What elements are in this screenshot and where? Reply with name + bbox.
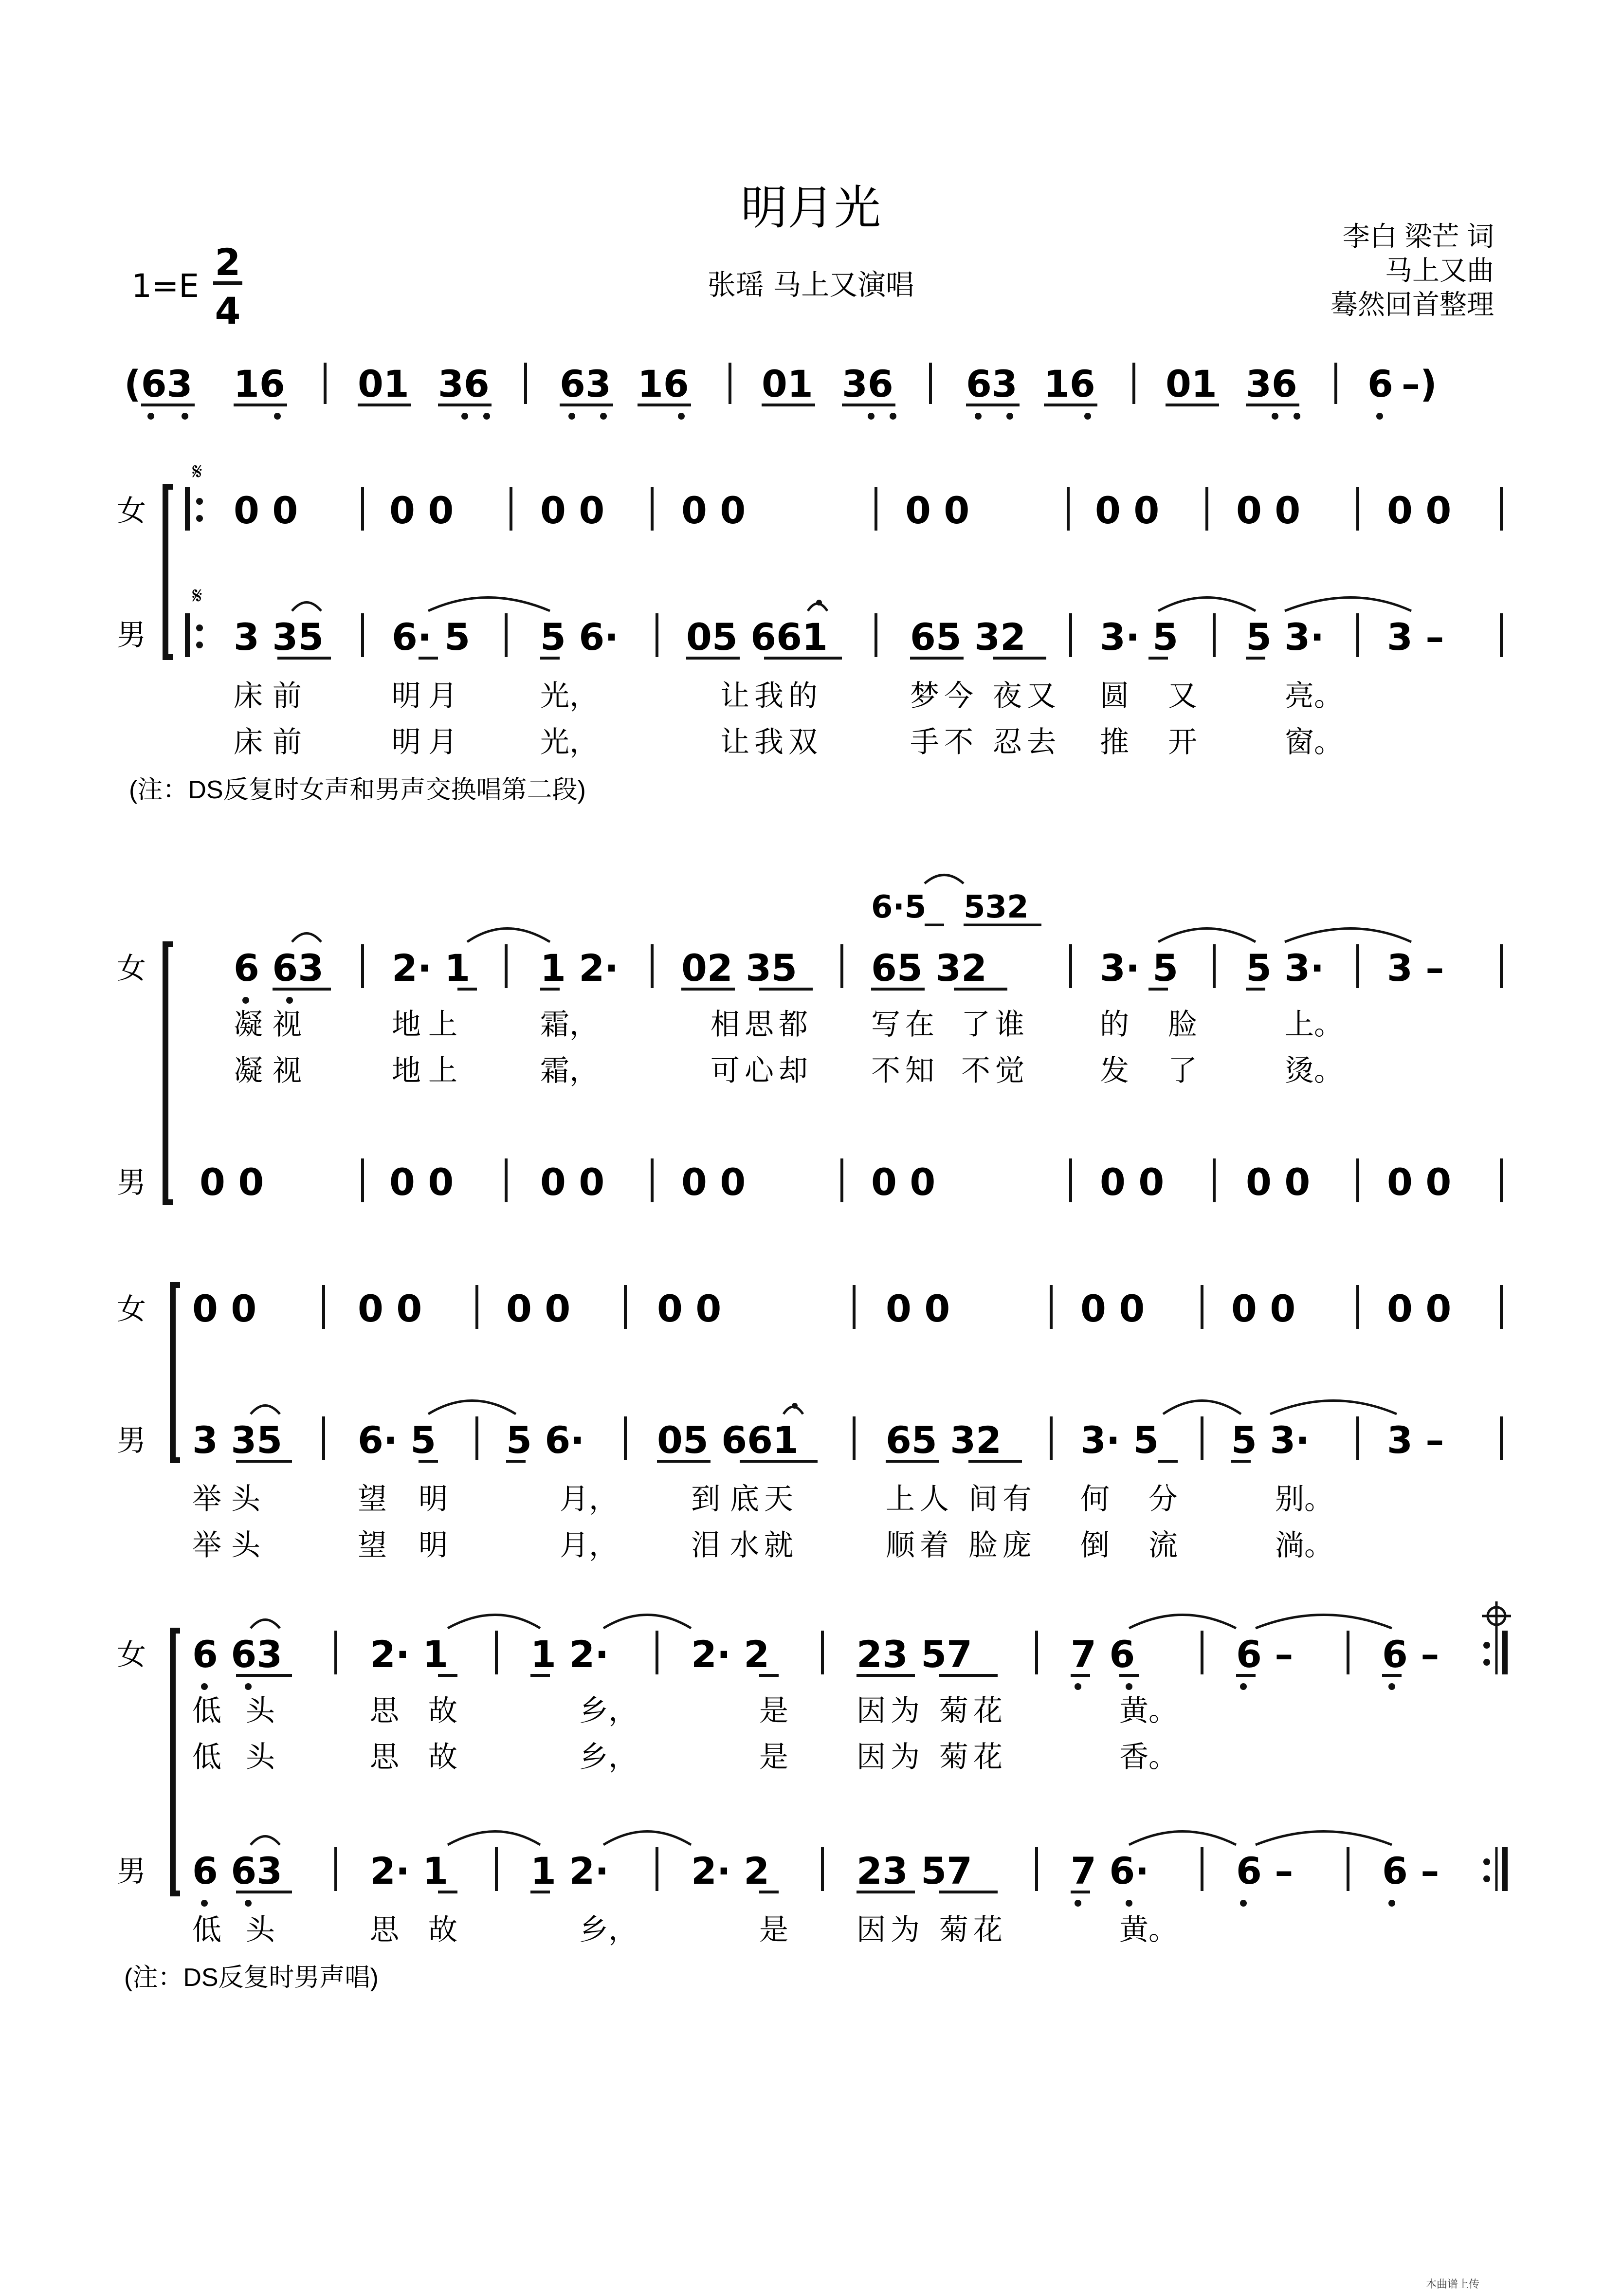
- measure: 6 –: [1382, 1849, 1440, 1892]
- svg-text:底: 底: [730, 1482, 759, 1516]
- measure: 0 0: [886, 1287, 950, 1330]
- male-lyrics-verse-1: [192, 1913, 1178, 1947]
- svg-text:为: 为: [891, 1694, 920, 1728]
- measure: 0 0: [657, 1287, 722, 1330]
- system-3: [117, 1285, 1501, 1562]
- svg-text:的: 的: [788, 679, 818, 713]
- svg-text:夜: 夜: [993, 679, 1022, 713]
- intro-group: 01: [1166, 362, 1217, 405]
- measure: 0 0: [192, 1287, 257, 1330]
- measure: 0 0: [389, 1160, 454, 1204]
- svg-text:双: 双: [788, 725, 818, 759]
- svg-text:的: 的: [1100, 1008, 1129, 1042]
- svg-text:不: 不: [871, 1054, 900, 1088]
- svg-text:梦: 梦: [910, 679, 939, 713]
- svg-text:思: 思: [370, 1740, 399, 1774]
- measure: 6· 5: [358, 1418, 437, 1462]
- measure: 3· 5: [1100, 946, 1179, 990]
- measure: 5 6·: [540, 615, 619, 659]
- svg-text:地: 地: [392, 1008, 421, 1042]
- svg-text:着: 着: [920, 1528, 949, 1562]
- svg-text:明: 明: [419, 1528, 448, 1562]
- svg-text:水: 水: [730, 1528, 759, 1562]
- arranger-credit: 蓦然回首整理: [1330, 289, 1494, 320]
- svg-text:又: 又: [1168, 679, 1197, 713]
- svg-text:倒: 倒: [1080, 1528, 1110, 1562]
- svg-text:黄。: 黄。: [1119, 1913, 1178, 1947]
- voice-label-female: 女: [117, 952, 146, 986]
- female-lyrics-verse-2: [192, 1740, 1178, 1774]
- svg-text:低: 低: [192, 1913, 221, 1947]
- svg-text:庞: 庞: [1002, 1528, 1032, 1562]
- measure: 6 63: [192, 1633, 283, 1676]
- system-4: [117, 1601, 1511, 1992]
- measure: 6 –: [1236, 1849, 1294, 1892]
- measure: 3 –: [1387, 1418, 1444, 1462]
- measure: 3 –: [1387, 946, 1444, 990]
- measure: 0 0: [234, 489, 298, 532]
- lyrics-verse-1: [234, 1008, 1343, 1042]
- measure: 6· 5: [392, 615, 471, 659]
- measure: 1 2·: [530, 1849, 609, 1892]
- lyrics-verse-1: [234, 679, 1343, 713]
- svg-text:望: 望: [358, 1482, 387, 1516]
- measure: 0 0: [1387, 489, 1452, 532]
- svg-text:为: 为: [891, 1913, 920, 1947]
- svg-text:故: 故: [428, 1694, 457, 1728]
- svg-text:了: 了: [961, 1008, 990, 1042]
- measure: 0 0: [1387, 1287, 1452, 1330]
- svg-text:不: 不: [944, 725, 973, 759]
- measure: 23 57: [857, 1633, 972, 1676]
- svg-text:望: 望: [358, 1528, 387, 1562]
- svg-text:菊: 菊: [939, 1913, 968, 1947]
- intro-group: 36: [842, 362, 893, 405]
- intro-group: 63: [560, 362, 611, 405]
- svg-text:是: 是: [759, 1913, 788, 1947]
- svg-text:明: 明: [392, 725, 421, 759]
- measure: 0 0: [905, 489, 970, 532]
- lyrics-verse-2: [234, 725, 1343, 759]
- measure: 3 35: [234, 615, 324, 659]
- measure: 0 0: [358, 1287, 422, 1330]
- measure: 7 6: [1071, 1633, 1135, 1676]
- svg-text:低: 低: [192, 1694, 221, 1728]
- composer-credit: 马上又曲: [1385, 255, 1494, 286]
- measure: 6 –: [1382, 1633, 1440, 1676]
- svg-text:月，: 月，: [560, 1528, 618, 1562]
- measure: 65 32: [886, 1418, 1002, 1462]
- svg-text:前: 前: [273, 679, 302, 713]
- measure: 0 0: [540, 489, 605, 532]
- measure: 6 –: [1236, 1633, 1294, 1676]
- measure: 1 2·: [530, 1633, 609, 1676]
- intro-group: 01: [762, 362, 813, 405]
- svg-text:流: 流: [1148, 1528, 1178, 1562]
- intro-line: [124, 362, 1437, 420]
- svg-text:间: 间: [968, 1482, 998, 1516]
- svg-text:床: 床: [234, 725, 263, 759]
- intro-group: (63: [124, 362, 193, 405]
- performers: 张瑶 马上又演唱: [707, 268, 914, 301]
- svg-text:花: 花: [973, 1913, 1002, 1947]
- key-signature: 1=E: [131, 267, 199, 305]
- svg-text:光，: 光，: [540, 679, 599, 713]
- footnote: (注：DS反复时男声唱): [124, 1964, 379, 1992]
- svg-text:床: 床: [234, 679, 263, 713]
- svg-text:是: 是: [759, 1694, 788, 1728]
- svg-text:去: 去: [1027, 725, 1056, 759]
- measure: 6 63: [234, 946, 324, 990]
- measure: 02 35: [681, 946, 797, 990]
- lyrics-verse-2: [192, 1528, 1333, 1562]
- svg-text:视: 视: [273, 1008, 302, 1042]
- measure: 0 0: [1080, 1287, 1145, 1330]
- voice-label-male: 男: [117, 1424, 146, 1458]
- svg-text:思: 思: [370, 1694, 399, 1728]
- svg-text:地: 地: [392, 1054, 421, 1088]
- svg-text:花: 花: [973, 1694, 1002, 1728]
- measure: 5 3·: [1246, 615, 1325, 659]
- lyricist-credit: 李白 梁芒 词: [1342, 221, 1494, 252]
- svg-text:月: 月: [428, 679, 457, 713]
- measure: 3· 5: [1100, 615, 1179, 659]
- intro-group: –): [1402, 362, 1437, 405]
- svg-text:头: 头: [246, 1740, 275, 1774]
- svg-text:举: 举: [192, 1482, 221, 1516]
- svg-text:因: 因: [857, 1740, 886, 1774]
- svg-text:我: 我: [754, 679, 784, 713]
- svg-text:霜，: 霜，: [540, 1054, 599, 1088]
- svg-text:有: 有: [1002, 1482, 1032, 1516]
- intro-group: 01: [358, 362, 409, 405]
- ossia: 6·5: [871, 889, 927, 925]
- svg-text:觉: 觉: [995, 1054, 1024, 1088]
- svg-text:凝: 凝: [234, 1008, 263, 1042]
- ossia: 532: [964, 889, 1029, 925]
- svg-text:分: 分: [1148, 1482, 1178, 1516]
- svg-text:上: 上: [428, 1008, 457, 1042]
- intro-group: 16: [234, 362, 285, 405]
- svg-text:上。: 上。: [1285, 1008, 1343, 1042]
- svg-text:因: 因: [857, 1913, 886, 1947]
- svg-text:4: 4: [215, 289, 241, 332]
- measure: 0 0: [1231, 1287, 1296, 1330]
- svg-text:故: 故: [428, 1740, 457, 1774]
- measure: 6 63: [192, 1849, 283, 1892]
- svg-text:知: 知: [905, 1054, 934, 1088]
- svg-text:在: 在: [905, 1008, 934, 1042]
- measure: 0 0: [1095, 489, 1160, 532]
- svg-text:到: 到: [691, 1482, 720, 1516]
- svg-text:乡，: 乡，: [579, 1740, 638, 1774]
- measure: 05 661: [686, 615, 828, 659]
- measure: 0 0: [389, 489, 454, 532]
- svg-text:上: 上: [886, 1482, 915, 1516]
- svg-text:窗。: 窗。: [1285, 725, 1343, 759]
- measure: 0 0: [200, 1160, 264, 1204]
- svg-text:天: 天: [764, 1482, 793, 1516]
- svg-text:视: 视: [273, 1054, 302, 1088]
- svg-text:香。: 香。: [1119, 1740, 1178, 1774]
- svg-text:让: 让: [720, 725, 749, 759]
- svg-text:谁: 谁: [995, 1008, 1024, 1042]
- intro-group: 63: [966, 362, 1018, 405]
- svg-text:开: 开: [1168, 725, 1197, 759]
- lyrics-verse-1: [192, 1482, 1333, 1516]
- svg-text:又: 又: [1027, 679, 1056, 713]
- svg-text:月，: 月，: [560, 1482, 618, 1516]
- svg-text:让: 让: [720, 679, 749, 713]
- svg-text:却: 却: [779, 1054, 808, 1088]
- svg-text:发: 发: [1100, 1054, 1129, 1088]
- svg-text:不: 不: [961, 1054, 990, 1088]
- time-signature: [213, 240, 242, 332]
- svg-text:举: 举: [192, 1528, 221, 1562]
- svg-text:了: 了: [1168, 1054, 1197, 1088]
- upload-credit: 本曲谱上传: [1425, 2278, 1479, 2291]
- voice-label-male: 男: [117, 1166, 146, 1200]
- measure: 0 0: [540, 1160, 605, 1204]
- svg-text:手: 手: [910, 725, 939, 759]
- svg-text:头: 头: [231, 1528, 260, 1562]
- song-title: 明月光: [741, 181, 881, 235]
- svg-text:前: 前: [273, 725, 302, 759]
- measure: 5 3·: [1231, 1418, 1310, 1462]
- svg-text:思: 思: [745, 1008, 774, 1042]
- svg-text:思: 思: [370, 1913, 399, 1947]
- svg-text:脸: 脸: [1168, 1008, 1197, 1042]
- measure: 3 35: [192, 1418, 283, 1462]
- svg-text:为: 为: [891, 1740, 920, 1774]
- measure: 0 0: [681, 1160, 746, 1204]
- svg-text:都: 都: [779, 1008, 808, 1042]
- measure: 0 0: [506, 1287, 571, 1330]
- svg-text:可: 可: [711, 1054, 740, 1088]
- intro-group: 16: [1044, 362, 1095, 405]
- svg-text:霜，: 霜，: [540, 1008, 599, 1042]
- intro-group: 36: [438, 362, 490, 405]
- svg-text:圆: 圆: [1100, 679, 1129, 713]
- svg-text:亮。: 亮。: [1285, 679, 1343, 713]
- svg-text:相: 相: [711, 1008, 740, 1042]
- measure: 2· 1: [370, 1849, 449, 1892]
- female-lyrics-verse-1: [192, 1694, 1178, 1728]
- voice-label-female: 女: [117, 1638, 146, 1672]
- svg-text:就: 就: [764, 1528, 793, 1562]
- svg-text:头: 头: [231, 1482, 260, 1516]
- measure: 2· 1: [370, 1633, 449, 1676]
- intro-group: 6: [1367, 362, 1393, 405]
- svg-text:别。: 别。: [1275, 1482, 1333, 1516]
- svg-text:黄。: 黄。: [1119, 1694, 1178, 1728]
- svg-text:心: 心: [745, 1054, 774, 1088]
- measure: 5 6·: [506, 1418, 585, 1462]
- svg-text:菊: 菊: [939, 1740, 968, 1774]
- svg-text:低: 低: [192, 1740, 221, 1774]
- measure: 2· 2: [691, 1849, 770, 1892]
- measure: 1 2·: [540, 946, 619, 990]
- measure: 05 661: [657, 1418, 799, 1462]
- measure: 0 0: [681, 489, 746, 532]
- measure: 2· 2: [691, 1633, 770, 1676]
- footnote: (注：DS反复时女声和男声交换唱第二段): [129, 776, 586, 804]
- intro-group: 16: [638, 362, 689, 405]
- svg-text:月: 月: [428, 725, 457, 759]
- measure: 3· 5: [1080, 1418, 1159, 1462]
- svg-text:故: 故: [428, 1913, 457, 1947]
- svg-text:明: 明: [392, 679, 421, 713]
- measure: 7 6·: [1071, 1849, 1149, 1892]
- measure: 2· 1: [392, 946, 471, 990]
- system-2: [117, 875, 1501, 1204]
- voice-label-male: 男: [117, 618, 146, 652]
- measure: 23 57: [857, 1849, 972, 1892]
- measure: 65 32: [910, 615, 1026, 659]
- measure: 0 0: [1246, 1160, 1311, 1204]
- svg-text:脸: 脸: [968, 1528, 998, 1562]
- svg-text:淌。: 淌。: [1275, 1528, 1333, 1562]
- measure: 0 0: [1100, 1160, 1165, 1204]
- measure: 65 32: [871, 946, 987, 990]
- svg-text:头: 头: [246, 1913, 275, 1947]
- svg-text:写: 写: [871, 1008, 900, 1042]
- intro-group: 36: [1246, 362, 1297, 405]
- svg-text:乡，: 乡，: [579, 1913, 638, 1947]
- svg-text:花: 花: [973, 1740, 1002, 1774]
- coda-icon: [1482, 1601, 1511, 1631]
- measure: 0 0: [871, 1160, 936, 1204]
- segno-icon: 𝄋: [192, 582, 202, 609]
- segno-icon: 𝄋: [192, 458, 202, 485]
- voice-label-male: 男: [117, 1855, 146, 1889]
- svg-text:人: 人: [920, 1482, 949, 1516]
- measure: 3 –: [1387, 615, 1444, 659]
- svg-text:凝: 凝: [234, 1054, 263, 1088]
- measure: 0 0: [1236, 489, 1301, 532]
- measure: 5 3·: [1246, 946, 1325, 990]
- svg-text:烫。: 烫。: [1285, 1054, 1343, 1088]
- svg-text:是: 是: [759, 1740, 788, 1774]
- system-1: [117, 458, 1501, 804]
- voice-label-female: 女: [117, 1292, 146, 1326]
- svg-text:2: 2: [215, 240, 241, 284]
- svg-text:推: 推: [1100, 725, 1129, 759]
- svg-text:上: 上: [428, 1054, 457, 1088]
- svg-text:忍: 忍: [993, 725, 1022, 759]
- svg-text:泪: 泪: [691, 1528, 720, 1562]
- svg-text:何: 何: [1080, 1482, 1110, 1516]
- svg-text:乡，: 乡，: [579, 1694, 638, 1728]
- svg-text:菊: 菊: [939, 1694, 968, 1728]
- svg-text:今: 今: [944, 679, 973, 713]
- svg-text:顺: 顺: [886, 1528, 915, 1562]
- svg-text:明: 明: [419, 1482, 448, 1516]
- lyrics-verse-2: [234, 1054, 1343, 1088]
- voice-label-female: 女: [117, 494, 146, 528]
- svg-text:我: 我: [754, 725, 784, 759]
- svg-text:光，: 光，: [540, 725, 599, 759]
- svg-text:因: 因: [857, 1694, 886, 1728]
- measure: 0 0: [1387, 1160, 1452, 1204]
- svg-text:头: 头: [246, 1694, 275, 1728]
